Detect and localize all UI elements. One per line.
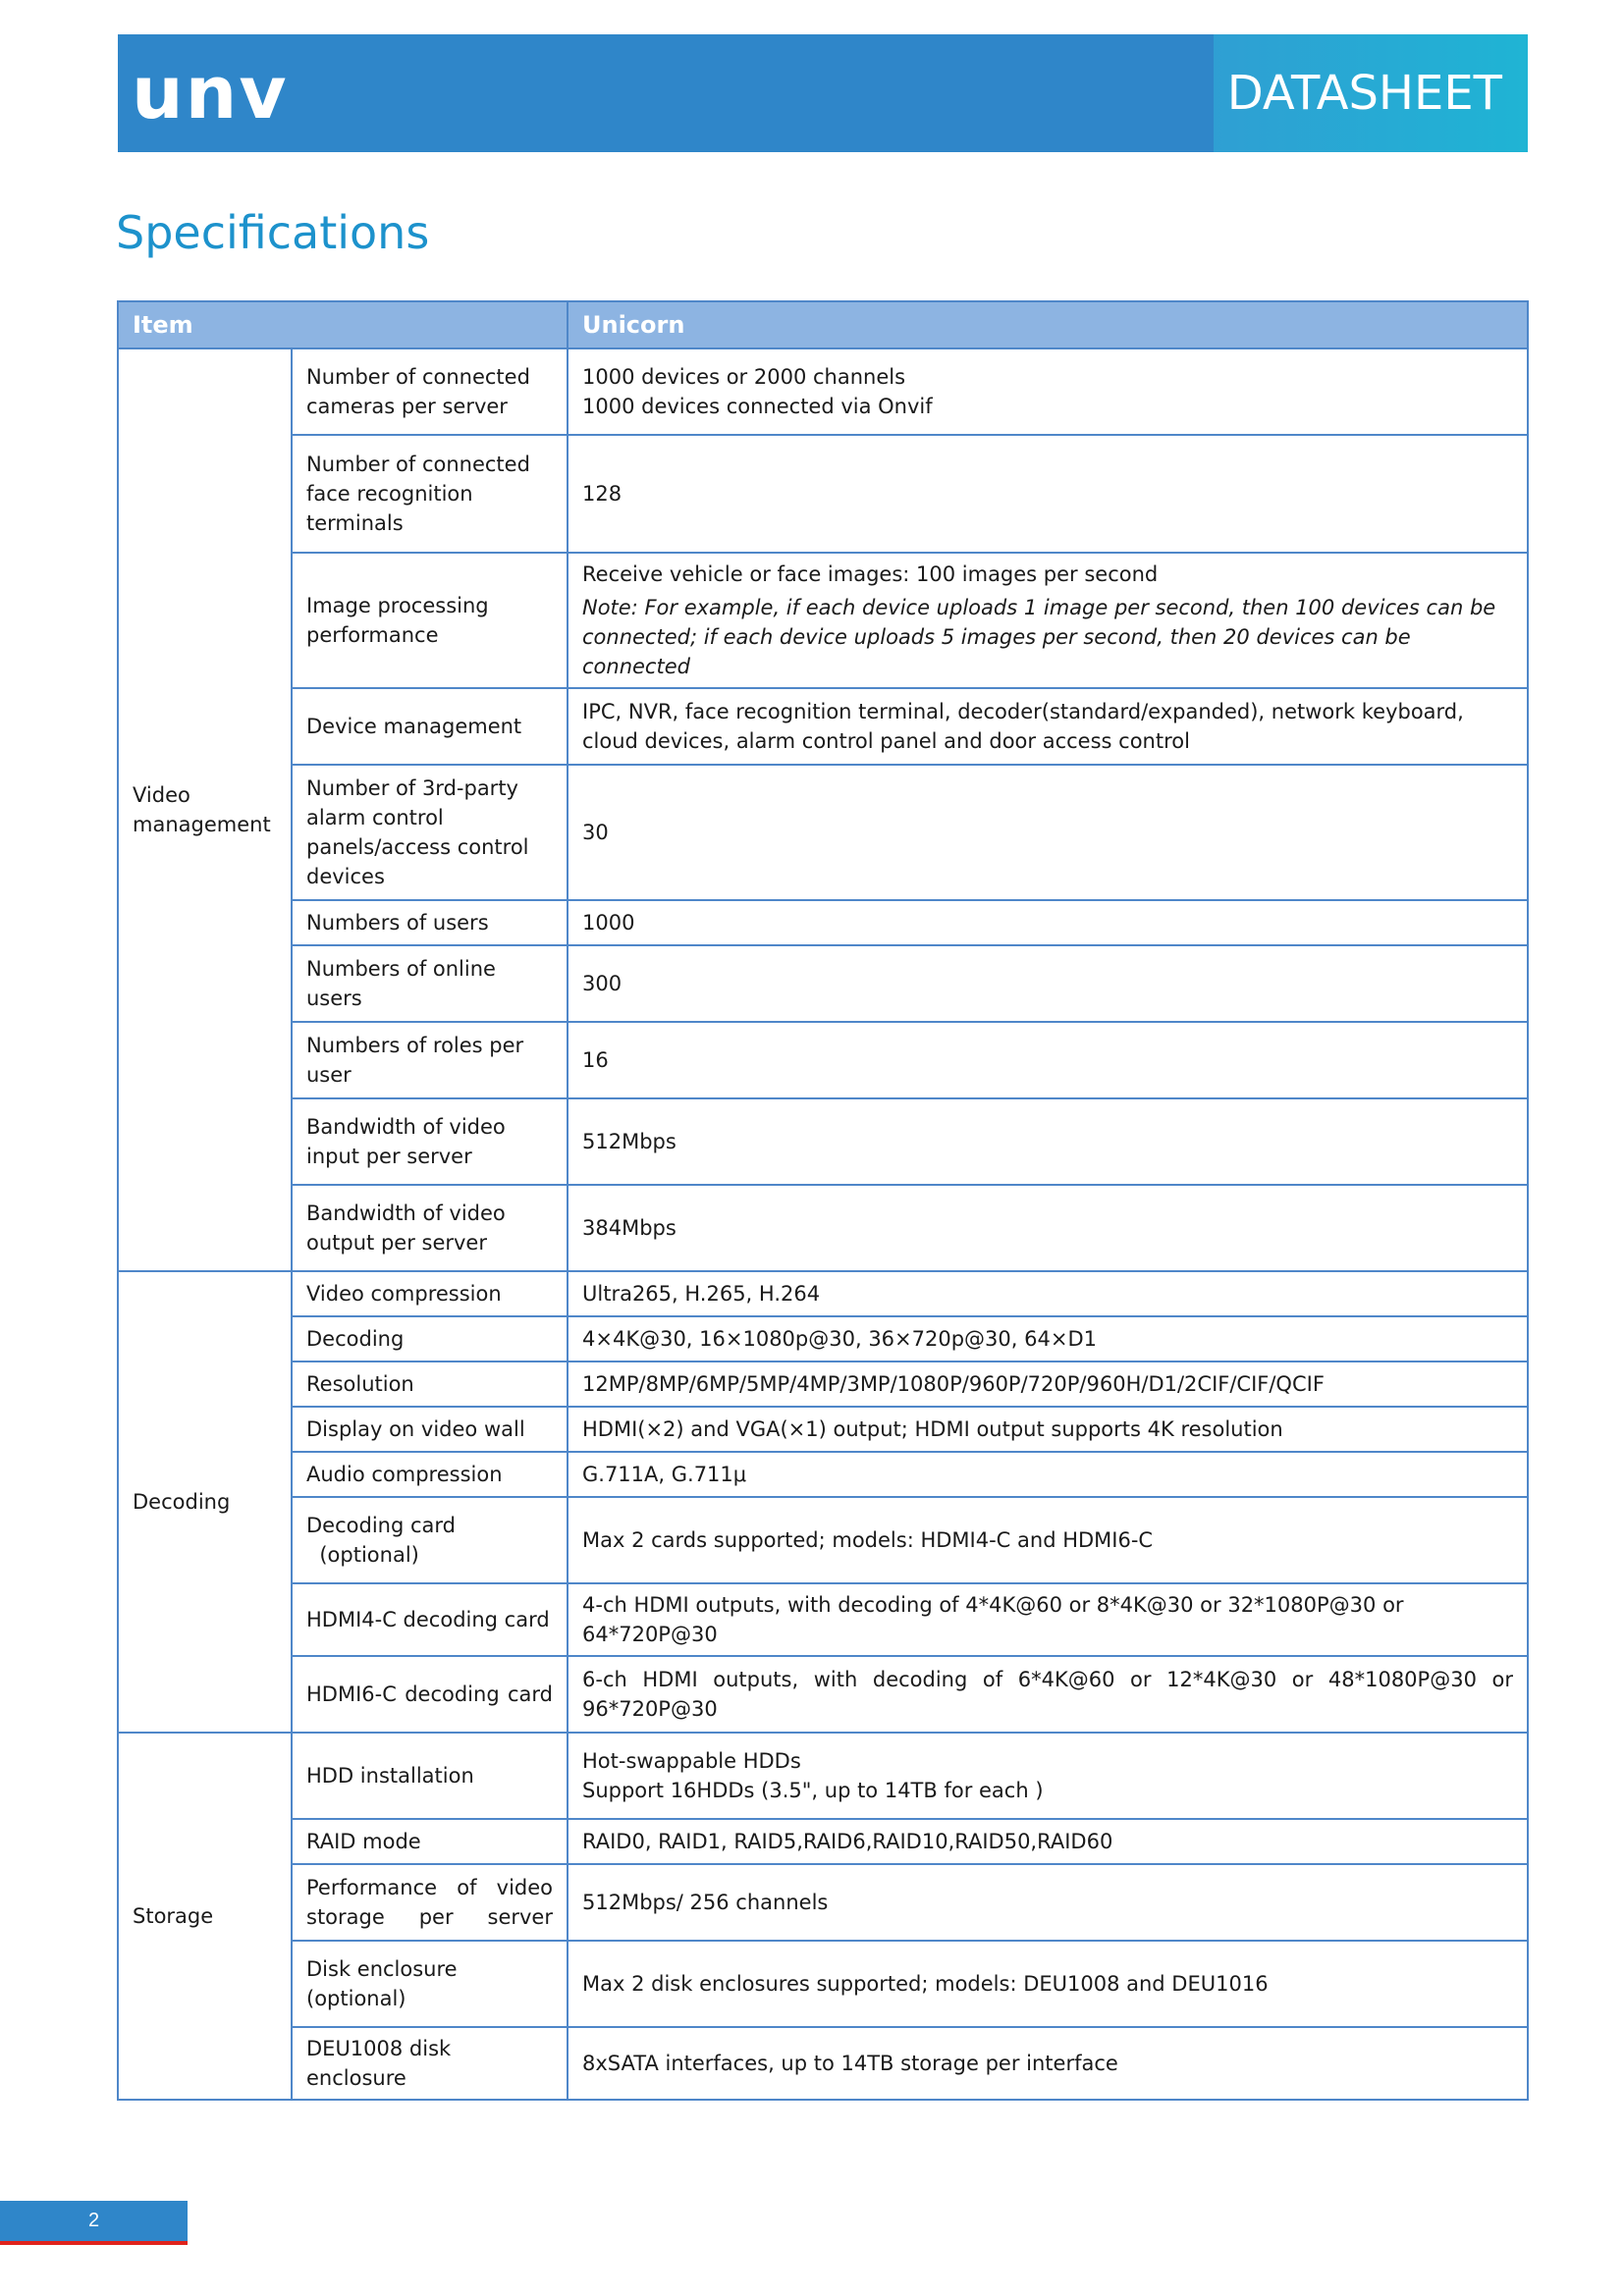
item-cell — [292, 1819, 568, 1864]
value-cell — [568, 1497, 1528, 1583]
item-label: Display on video wall — [306, 1417, 525, 1441]
value-text: Hot-swappable HDDs — [582, 1749, 801, 1773]
value-cell — [568, 1407, 1528, 1452]
value-text: 128 — [582, 482, 623, 506]
value-text: HDMI(×2) and VGA(×1) output; HDMI output supports 4K resolution — [582, 1417, 1283, 1441]
table-row — [118, 1656, 1528, 1733]
header-item: Item — [118, 301, 568, 348]
item-cell — [292, 1316, 568, 1362]
item-label: Numbers of roles per user — [306, 1034, 530, 1087]
item-label: Image processing performance — [306, 594, 496, 647]
value-cell — [568, 1271, 1528, 1316]
category-cell: Video management — [118, 348, 292, 1271]
value-text: 16 — [582, 1048, 609, 1072]
item-label: Disk enclosure — [306, 1957, 458, 1981]
item-label: (optional) — [306, 1543, 419, 1567]
value-cell — [568, 1864, 1528, 1941]
item-label: Number of connected — [306, 365, 530, 389]
item-cell — [292, 945, 568, 1022]
item-cell — [292, 435, 568, 553]
item-label: Resolution — [306, 1372, 414, 1396]
item-label: Video compression — [306, 1282, 502, 1306]
category-cell: Decoding — [118, 1271, 292, 1733]
value-cell — [568, 1819, 1528, 1864]
item-cell — [292, 1941, 568, 2027]
table-row — [118, 1407, 1528, 1452]
header-unicorn: Unicorn — [568, 301, 1528, 348]
item-cell — [292, 688, 568, 765]
item-label: Numbers of users — [306, 911, 489, 934]
value-cell — [568, 553, 1528, 688]
item-label: input per server — [306, 1145, 472, 1168]
footer-rule — [0, 2241, 188, 2245]
value-text: 512Mbps — [582, 1130, 677, 1153]
table-row — [118, 435, 1528, 553]
item-label: cameras per server — [306, 395, 508, 418]
value-text: Max 2 disk enclosures supported; models: DEU1008 and DEU1016 — [582, 1972, 1269, 1996]
item-label: output per server — [306, 1231, 487, 1255]
table-row — [118, 1452, 1528, 1497]
item-cell — [292, 1452, 568, 1497]
value-cell — [568, 1316, 1528, 1362]
value-text: 4-ch HDMI outputs, with decoding of 4*4K@60 or 8*4K@30 or 32*1080P@30 or 64*720P@30 — [582, 1593, 1404, 1646]
table-row — [118, 1185, 1528, 1271]
item-cell — [292, 2027, 568, 2100]
page-number: 2 — [0, 2201, 188, 2241]
item-label: (optional) — [306, 1987, 406, 2010]
table-row — [118, 348, 1528, 435]
value-text: 30 — [582, 821, 609, 844]
datasheet-tag: DATASHEET — [1226, 66, 1502, 121]
value-cell — [568, 1733, 1528, 1819]
value-cell — [568, 945, 1528, 1022]
table-row — [118, 1098, 1528, 1185]
table-row — [118, 688, 1528, 765]
value-cell — [568, 1452, 1528, 1497]
item-label: HDMI4-C decoding card — [306, 1608, 550, 1631]
header-banner — [118, 34, 1528, 152]
value-cell — [568, 1022, 1528, 1098]
table-row — [118, 945, 1528, 1022]
item-cell — [292, 1271, 568, 1316]
item-cell — [292, 1497, 568, 1583]
category-cell: Storage — [118, 1733, 292, 2100]
item-label: Number of connected face recognition terminals — [306, 453, 537, 535]
item-cell — [292, 1733, 568, 1819]
table-row — [118, 765, 1528, 900]
value-cell — [568, 1362, 1528, 1407]
page-title: Specifications — [116, 206, 430, 259]
table-row — [118, 1271, 1528, 1316]
table-row — [118, 1819, 1528, 1864]
note-text: Note: For example, if each device uploads 1 image per second, then 100 devices can be connected; if each device uploads 5 images per second, then 20 devices can be connected — [582, 596, 1496, 678]
value-text: Support 16HDDs (3.5", up to 14TB for each ) — [582, 1779, 1044, 1802]
item-cell — [292, 1098, 568, 1185]
item-cell — [292, 1407, 568, 1452]
item-label: Audio compression — [306, 1463, 503, 1486]
value-cell — [568, 900, 1528, 945]
value-text: 1000 devices or 2000 channels — [582, 365, 906, 389]
item-cell — [292, 900, 568, 945]
value-cell — [568, 1583, 1528, 1656]
value-cell — [568, 688, 1528, 765]
value-text: Ultra265, H.265, H.264 — [582, 1282, 821, 1306]
table-row — [118, 1941, 1528, 2027]
item-label: HDMI6-C decoding card — [306, 1682, 553, 1706]
value-text: 384Mbps — [582, 1216, 677, 1240]
value-text: RAID0, RAID1, RAID5,RAID6,RAID10,RAID50,RAID60 — [582, 1830, 1113, 1853]
item-label: HDD installation — [306, 1764, 474, 1788]
table-row — [118, 900, 1528, 945]
unv-logo: unv — [132, 51, 289, 135]
value-text: Receive vehicle or face images: 100 images per second — [582, 562, 1159, 586]
item-label: Bandwidth of video — [306, 1115, 506, 1139]
value-text: 300 — [582, 972, 623, 995]
value-cell — [568, 1185, 1528, 1271]
value-text: 1000 — [582, 911, 635, 934]
item-label: Device management — [306, 715, 522, 738]
value-text: G.711A, G.711μ — [582, 1463, 747, 1486]
table-header-row — [118, 301, 1528, 348]
item-cell — [292, 1185, 568, 1271]
item-cell — [292, 1583, 568, 1656]
item-label: DEU1008 disk enclosure — [306, 2037, 458, 2090]
item-cell — [292, 1864, 568, 1941]
table-row — [118, 1733, 1528, 1819]
value-cell — [568, 435, 1528, 553]
item-label: Decoding — [306, 1327, 405, 1351]
table-row — [118, 1316, 1528, 1362]
item-label: RAID mode — [306, 1830, 421, 1853]
item-cell — [292, 348, 568, 435]
item-cell — [292, 765, 568, 900]
item-cell — [292, 1362, 568, 1407]
table-row — [118, 1583, 1528, 1656]
value-text: 6-ch HDMI outputs, with decoding of 6*4K@60 or 12*4K@30 or 48*1080P@30 or 96*720P@30 — [582, 1668, 1513, 1721]
spec-table — [117, 300, 1529, 2101]
item-label: Numbers of online users — [306, 957, 503, 1010]
item-label: Performance of video storage per server — [306, 1876, 560, 1929]
item-label: Bandwidth of video — [306, 1201, 506, 1225]
value-cell — [568, 765, 1528, 900]
table-row — [118, 1022, 1528, 1098]
value-text: IPC, NVR, face recognition terminal, decoder(standard/expanded), network keyboard, cloud devices, alarm control panel and door access control — [582, 700, 1464, 753]
value-cell — [568, 1941, 1528, 2027]
value-text: 4×4K@30, 16×1080p@30, 36×720p@30, 64×D1 — [582, 1327, 1097, 1351]
table-row — [118, 1497, 1528, 1583]
value-text: 8xSATA interfaces, up to 14TB storage per interface — [582, 2052, 1118, 2075]
value-text: 12MP/8MP/6MP/5MP/4MP/3MP/1080P/960P/720P/960H/D1/2CIF/CIF/QCIF — [582, 1372, 1325, 1396]
table-row — [118, 553, 1528, 688]
item-label: Decoding card — [306, 1514, 456, 1537]
table-row — [118, 1362, 1528, 1407]
spec-table-body — [118, 348, 1528, 2100]
item-cell — [292, 1656, 568, 1733]
item-label: Number of 3rd-party alarm control panels/access control devices — [306, 776, 536, 888]
item-cell — [292, 1022, 568, 1098]
value-text: Max 2 cards supported; models: HDMI4-C and HDMI6-C — [582, 1528, 1154, 1552]
value-cell — [568, 1656, 1528, 1733]
value-cell — [568, 348, 1528, 435]
table-row — [118, 1864, 1528, 1941]
item-cell — [292, 553, 568, 688]
value-cell — [568, 2027, 1528, 2100]
value-cell — [568, 1098, 1528, 1185]
table-row — [118, 2027, 1528, 2100]
value-text: 1000 devices connected via Onvif — [582, 395, 933, 418]
value-text: 512Mbps/ 256 channels — [582, 1891, 829, 1914]
